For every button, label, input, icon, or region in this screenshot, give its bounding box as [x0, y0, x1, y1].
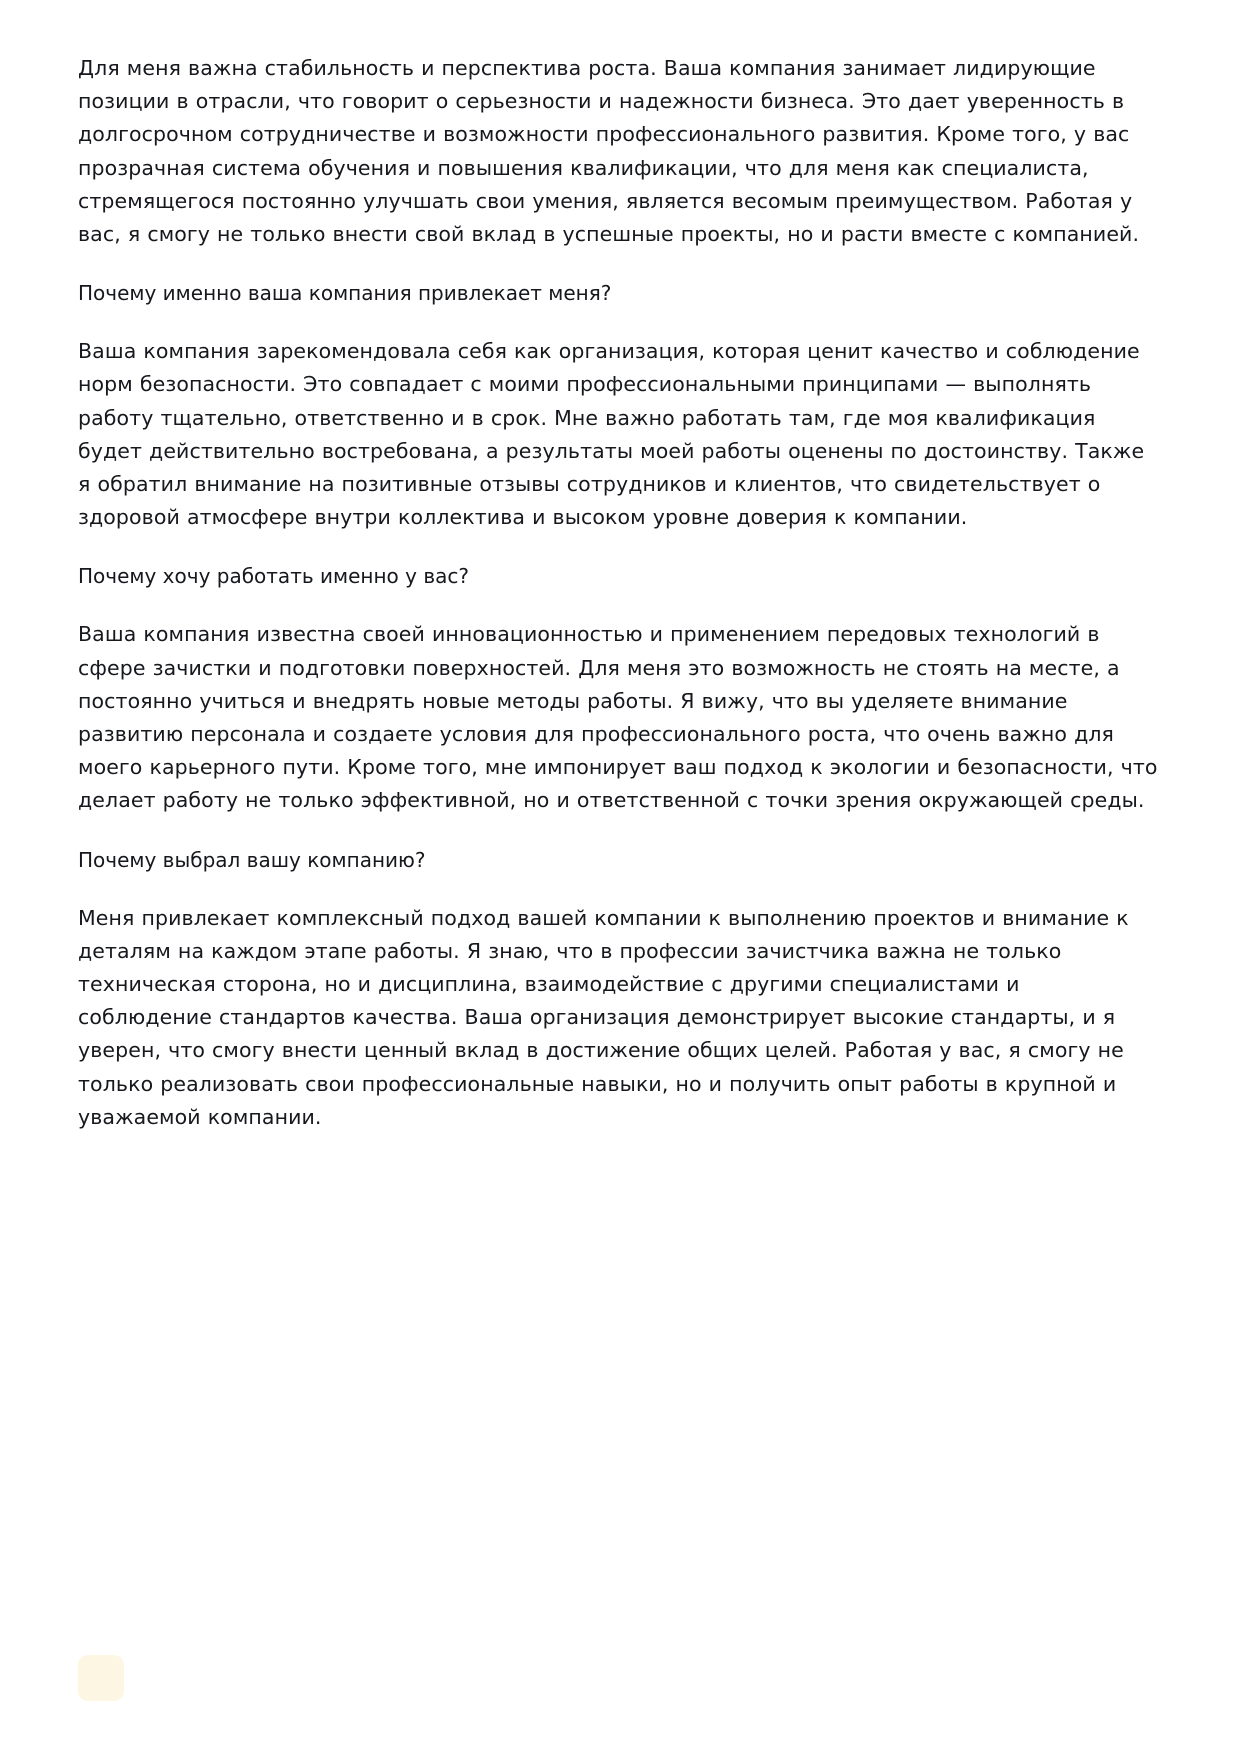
question-heading-1: Почему именно ваша компания привлекает меня? [78, 281, 612, 306]
question-heading-3: Почему выбрал вашу компанию? [78, 847, 426, 872]
footer-decoration [78, 1655, 124, 1701]
paragraph-answer-2: Ваша компания известна своей инновационностью и применением передовых технологий в сфере зачистки и подготовки поверхностей. Для меня это возможность не стоять на месте, а постоянно учиться и внедрять новые методы работы. Я вижу, что вы уделяете внимание развитию персонала и создаете условия для профессионального роста, что очень важно для моего карьерного пути. Кроме того, мне импонирует ваш подход к экологии и безопасности, что делает работу не только эффективной, но и ответственной с точки зрения окружающей среды. [78, 622, 1158, 813]
question-heading-2: Почему хочу работать именно у вас? [78, 564, 469, 589]
document-body [78, 52, 1158, 1134]
paragraph-answer-1: Ваша компания зарекомендовала себя как организация, которая ценит качество и соблюдение норм безопасности. Это совпадает с моими профессиональными принципами — выполнять работу тщательно, ответственно и в срок. Мне важно работать там, где моя квалификация будет действительно востребована, а результаты моей работы оценены по достоинству. Также я обратил внимание на позитивные отзывы сотрудников и клиентов, что свидетельствует о здоровой атмосфере внутри коллектива и высоком уровне доверия к компании. [78, 339, 1145, 530]
paragraph-intro: Для меня важна стабильность и перспектива роста. Ваша компания занимает лидирующие позиции в отрасли, что говорит о серьезности и надежности бизнеса. Это дает уверенность в долгосрочном сотрудничестве и возможности профессионального развития. Кроме того, у вас прозрачная система обучения и повышения квалификации, что для меня как специалиста, стремящегося постоянно улучшать свои умения, является весомым преимуществом. Работая у вас, я смогу не только внести свой вклад в успешные проекты, но и расти вместе с компанией. [78, 56, 1140, 247]
paragraph-answer-3: Меня привлекает комплексный подход вашей компании к выполнению проектов и внимание к деталям на каждом этапе работы. Я знаю, что в профессии зачистчика важна не только техническая сторона, но и дисциплина, взаимодействие с другими специалистами и соблюдение стандартов качества. Ваша организация демонстрирует высокие стандарты, и я уверен, что смогу внести ценный вклад в достижение общих целей. Работая у вас, я смогу не только реализовать свои профессиональные навыки, но и получить опыт работы в крупной и уважаемой компании. [78, 905, 1129, 1129]
